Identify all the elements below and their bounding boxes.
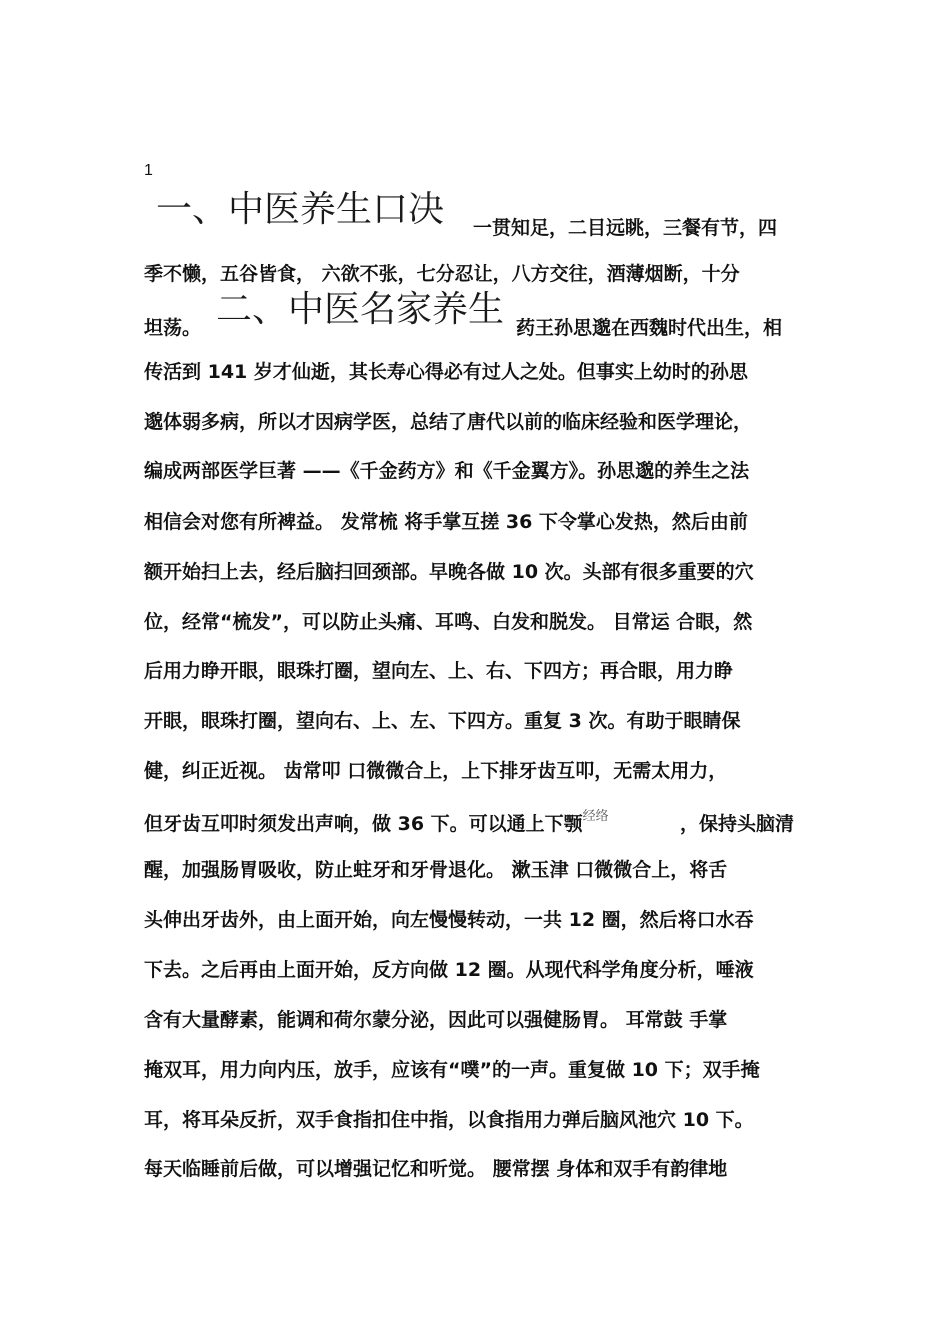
- body-line: ，保持头脑清: [680, 813, 795, 835]
- body-line: 邈体弱多病，所以才因病学医，总结了唐代以前的临床经验和医学理论，: [144, 411, 753, 433]
- body-line: 位，经常“梳发”，可以防止头痛、耳鸣、白发和脱发。 目常运 合眼，然: [144, 611, 753, 633]
- heading-section-2: 二、中医名家养生: [216, 289, 505, 330]
- heading-section-1: 一、中医养生口决: [156, 189, 445, 230]
- body-line: 额开始扫上去，经后脑扫回颈部。早晚各做 10 次。头部有很多重要的穴: [144, 561, 754, 583]
- body-line: 耳，将耳朵反折，双手食指扣住中指，以食指用力弹后脑风池穴 10 下。: [144, 1109, 754, 1131]
- page-number: 1: [144, 162, 153, 179]
- body-line-part: 但牙齿互叩时须发出声响，做 36 下。可以通上下颚: [144, 813, 583, 835]
- body-line: 传活到 141 岁才仙逝，其长寿心得必有过人之处。但事实上幼时的孙思: [144, 361, 748, 383]
- body-line: 每天临睡前后做，可以增强记忆和听觉。 腰常摆 身体和双手有韵律地: [144, 1158, 728, 1180]
- body-line: 相信会对您有所裨益。 发常梳 将手掌互搓 36 下令掌心发热，然后由前: [144, 511, 748, 533]
- body-line: 健，纠正近视。 齿常叩 口微微合上，上下排牙齿互叩，无需太用力，: [144, 760, 728, 782]
- body-line: 药王孙思邈在西魏时代出生，相: [516, 317, 783, 339]
- body-line: 坦荡。: [144, 317, 202, 339]
- body-line: 开眼，眼珠打圈，望向右、上、左、下四方。重复 3 次。有助于眼睛保: [144, 710, 741, 732]
- body-line: 掩双耳，用力向内压，放手，应该有“噗”的一声。重复做 10 下；双手掩: [144, 1059, 760, 1081]
- body-line: 下去。之后再由上面开始，反方向做 12 圈。从现代科学角度分析，唾液: [144, 959, 754, 981]
- body-line: 一贯知足，二目远眺，三餐有节，四: [473, 217, 778, 239]
- body-line: 后用力睁开眼，眼珠打圈，望向左、上、右、下四方；再合眼，用力睁: [144, 660, 734, 682]
- body-line: 头伸出牙齿外，由上面开始，向左慢慢转动，一共 12 圈，然后将口水吞: [144, 909, 754, 931]
- body-line: [144, 809, 609, 839]
- body-line: 季不懒，五谷皆食， 六欲不张，七分忍让，八方交往，酒薄烟断，十分: [144, 263, 740, 285]
- body-line: 醒，加强肠胃吸收，防止蛀牙和牙骨退化。 漱玉津 口微微合上，将舌: [144, 859, 728, 881]
- body-line: 编成两部医学巨著 ——《千金药方》和《千金翼方》。孙思邈的养生之法: [144, 460, 750, 482]
- body-line: 含有大量酵素，能调和荷尔蒙分泌，因此可以强健肠胃。 耳常鼓 手掌: [144, 1009, 728, 1031]
- superscript-note: 经络: [582, 809, 609, 824]
